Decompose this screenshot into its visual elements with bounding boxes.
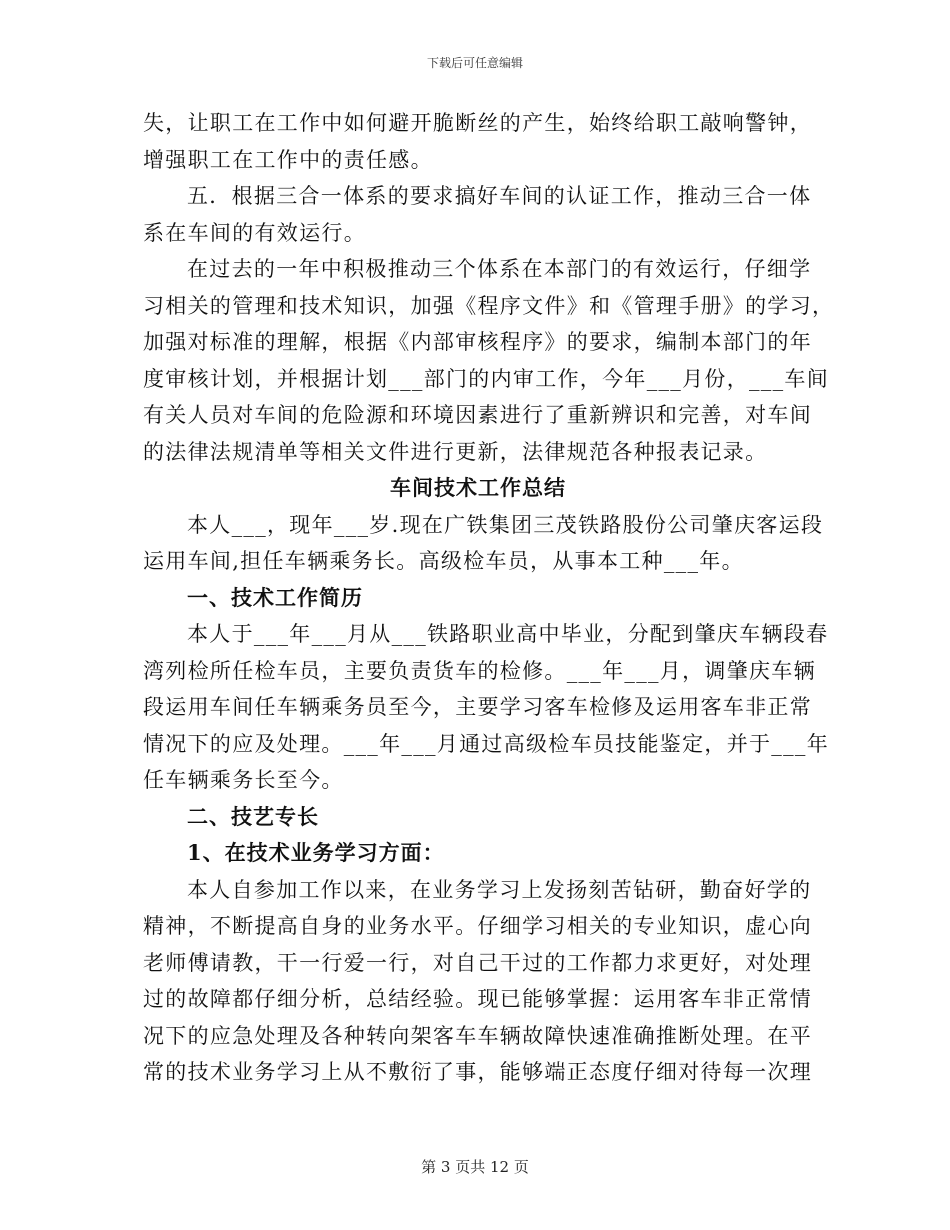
section-title: 车间技术工作总结: [390, 475, 566, 500]
section-heading: 二、技艺专长: [187, 803, 319, 829]
subsection-heading: 1、在技术业务学习方面：: [187, 840, 445, 865]
paragraph-line: 加强对标准的理解，根据《内部审核程序》的要求，编制本部门的年: [143, 330, 812, 354]
paragraph-line: 在过去的一年中积极推动三个体系在本部门的有效运行，仔细学: [187, 257, 812, 281]
paragraph-line: 况下的应急处理及各种转向架客车车辆故障快速准确推断处理。在平: [143, 1023, 812, 1048]
document-body: [143, 105, 835, 1091]
paragraph-line: 系在车间的有效运行。: [143, 220, 366, 245]
paragraph-line: 常的技术业务学习上从不敷衍了事，能够端正态度仔细对待每一次理: [143, 1060, 812, 1084]
paragraph-line: 本人自参加工作以来，在业务学习上发扬刻苦钻研，勤奋好学的: [187, 877, 812, 902]
section-heading: 一、技术工作简历: [187, 584, 363, 610]
paragraph-line: 湾列检所任检车员，主要负责货车的检修。___年___月，调肇庆车辆: [143, 658, 816, 683]
paragraph-line: 本人于___年___月从___铁路职业高中毕业，分配到肇庆车辆段春: [187, 622, 829, 646]
paragraph-line: 段运用车间任车辆乘务员至今，主要学习客车检修及运用客车非正常: [143, 695, 812, 719]
paragraph-line: 情况下的应及处理。___年___月通过高级检车员技能鉴定，并于___年: [143, 731, 829, 756]
paragraph-line: 失，让职工在工作中如何避开脆断丝的产生，始终给职工敲响警钟，: [143, 111, 812, 135]
paragraph-line: 本人___，现年___岁.现在广铁集团三茂铁路股份公司肇庆客运段: [187, 512, 824, 537]
paragraph-line: 度审核计划，并根据计划___部门的内审工作，今年___月份，___车间: [143, 366, 829, 391]
paragraph-line: 老师傅请教，干一行爱一行，对自己干过的工作都力求更好，对处理: [143, 950, 812, 975]
paragraph-line: 有关人员对车间的危险源和环境因素进行了重新辨识和完善，对车间: [143, 403, 812, 427]
page-header-note: 下载后可任意编辑: [426, 56, 523, 70]
paragraph-line: 五．根据三合一体系的要求搞好车间的认证工作，推动三合一体: [187, 184, 812, 208]
paragraph-line: 习相关的管理和技术知识，加强《程序文件》和《管理手册》的学习，: [143, 293, 835, 318]
paragraph-line: 精神，不断提高自身的业务水平。仔细学习相关的专业知识，虚心向: [143, 914, 812, 938]
paragraph-line: 过的故障都仔细分析，总结经验。现已能够掌握：运用客车非正常情: [143, 987, 812, 1011]
page-number-footer: 第 3 页共 12 页: [421, 1158, 529, 1176]
paragraph-line: 的法律法规清单等相关文件进行更新，法律规范各种报表记录。: [143, 439, 768, 464]
paragraph-line: 运用车间,担任车辆乘务长。高级检车员，从事本工种___年。: [143, 549, 744, 573]
paragraph-line: 任车辆乘务长至今。: [143, 768, 344, 792]
paragraph-line: 增强职工在工作中的责任感。: [143, 147, 433, 172]
